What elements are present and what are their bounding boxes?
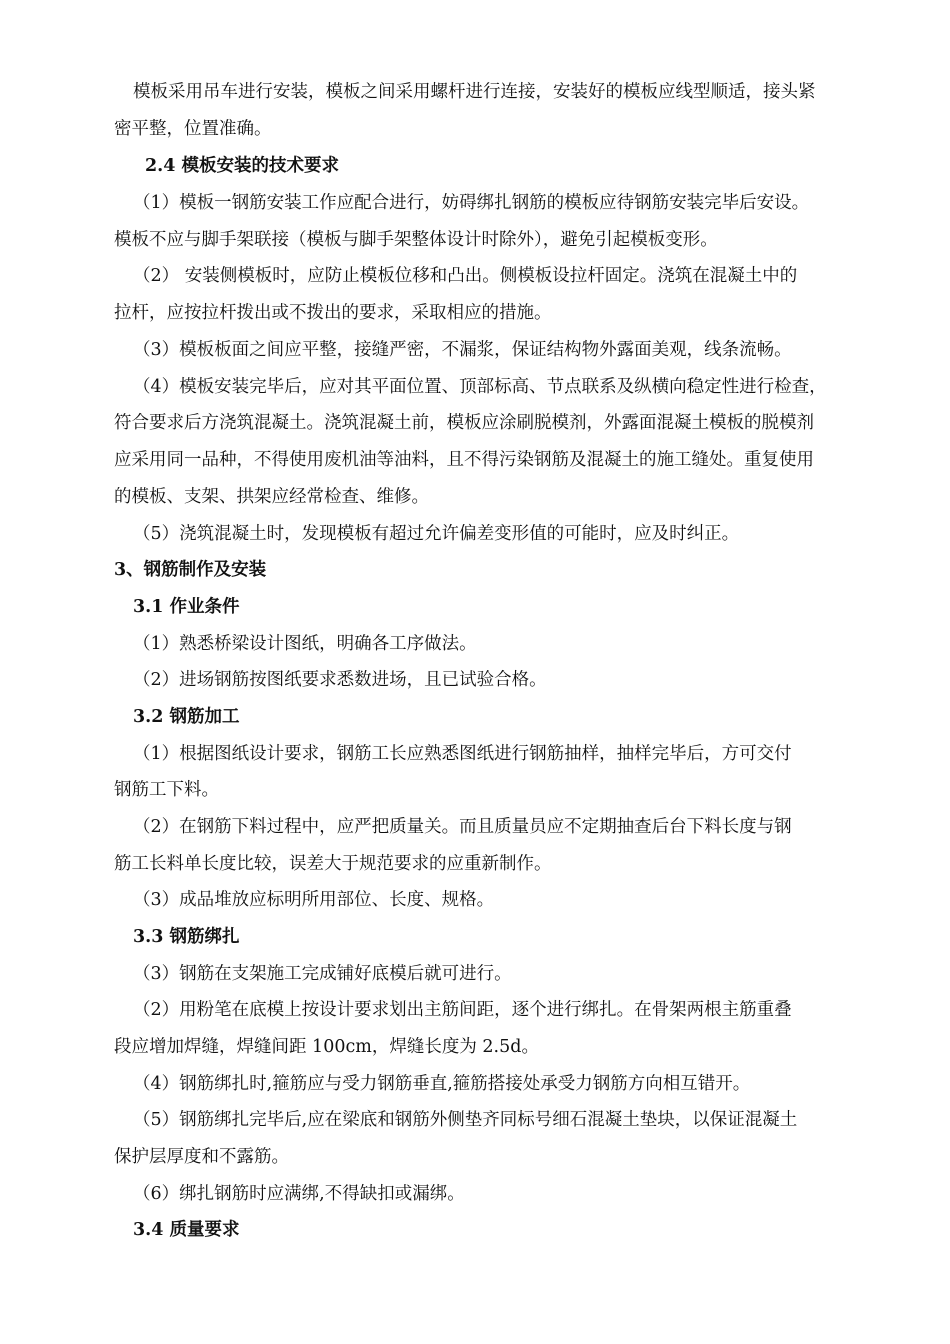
text-line: （3）成品堆放应标明所用部位、长度、规格。 [133,890,495,910]
section-heading-3-2: 3.2 钢筋加工 [133,707,240,727]
text-line: 模板不应与脚手架联接（模板与脚手架整体设计时除外），避免引起模板变形。 [114,230,718,250]
text-line: 拉杆，应按拉杆拨出或不拨出的要求，采取相应的措施。 [114,303,552,323]
section-heading-2-4: 2.4 模板安装的技术要求 [145,156,340,176]
text-line: 应采用同一品种，不得使用废机油等油料，且不得污染钢筋及混凝土的施工缝处。重复使用 [114,450,814,470]
text-line: 钢筋工下料。 [114,780,219,800]
text-line: （4）钢筋绑扎时,箍筋应与受力钢筋垂直,箍筋搭接处承受力钢筋方向相互错开。 [133,1074,751,1094]
text-line: 密平整，位置准确。 [114,119,272,139]
section-heading-3: 3、钢筋制作及安装 [114,560,267,580]
text-line: （5）钢筋绑扎完毕后,应在梁底和钢筋外侧垫齐同标号细石混凝土垫块，以保证混凝土 [133,1110,798,1130]
text-line: （3）模板板面之间应平整，接缝严密，不漏浆，保证结构物外露面美观，线条流畅。 [133,340,792,360]
text-line: 筋工长料单长度比较，误差大于规范要求的应重新制作。 [114,854,552,874]
text-line: 的模板、支架、拱架应经常检查、维修。 [114,487,429,507]
text-line: （4）模板安装完毕后，应对其平面位置、顶部标高、节点联系及纵横向稳定性进行检查， [133,377,827,397]
text-line: （1）熟悉桥梁设计图纸，明确各工序做法。 [133,634,477,654]
section-heading-3-4: 3.4 质量要求 [133,1220,240,1240]
text-line: 模板采用吊车进行安装，模板之间采用螺杆进行连接，安装好的模板应线型顺适，接头紧 [133,82,816,102]
text-line: （2）用粉笔在底模上按设计要求划出主筋间距，逐个进行绑扎。在骨架两根主筋重叠 [133,1000,792,1020]
text-line: （2）进场钢筋按图纸要求悉数进场，且已试验合格。 [133,670,547,690]
text-line: （1）模板一钢筋安装工作应配合进行，妨碍绑扎钢筋的模板应待钢筋安装完毕后安设。 [133,193,810,213]
text-line: （2） 安装侧模板时，应防止模板位移和凸出。侧模板设拉杆固定。浇筑在混凝土中的 [133,266,798,286]
text-line: （2）在钢筋下料过程中，应严把质量关。而且质量员应不定期抽查后台下料长度与钢 [133,817,792,837]
text-line: 符合要求后方浇筑混凝土。浇筑混凝土前，模板应涂刷脱模剂，外露面混凝土模板的脱模剂 [114,413,814,433]
text-line: （3）钢筋在支架施工完成铺好底模后就可进行。 [133,964,512,984]
text-line: （1）根据图纸设计要求，钢筋工长应熟悉图纸进行钢筋抽样，抽样完毕后，方可交付 [133,744,792,764]
text-line: 段应增加焊缝，焊缝间距 100cm，焊缝长度为 2.5d。 [114,1037,539,1057]
section-heading-3-1: 3.1 作业条件 [133,597,240,617]
text-line: 保护层厚度和不露筋。 [114,1147,289,1167]
text-line: （5）浇筑混凝土时，发现模板有超过允许偏差变形值的可能时，应及时纠正。 [133,524,740,544]
section-heading-3-3: 3.3 钢筋绑扎 [133,927,240,947]
text-line: （6）绑扎钢筋时应满绑,不得缺扣或漏绑。 [133,1184,465,1204]
